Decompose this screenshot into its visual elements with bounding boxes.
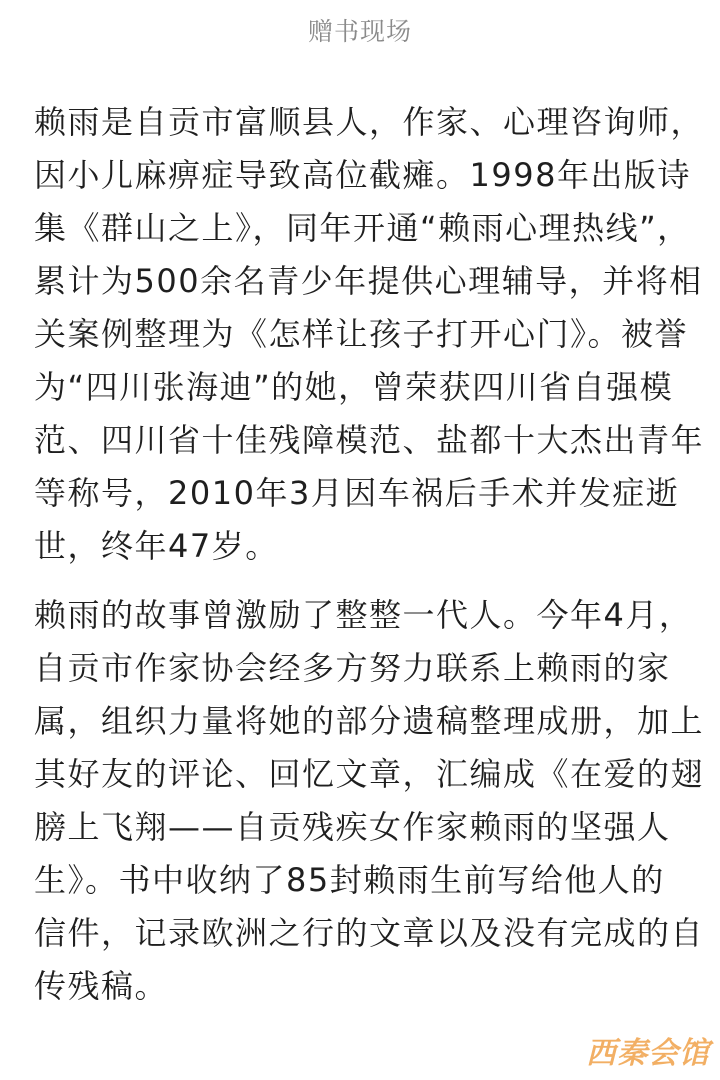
paragraph-line: 赖雨的故事曾激励了整整一代人。今年4月， [34, 596, 693, 634]
paragraph-1 [34, 96, 705, 573]
paragraph-line: 累计为500余名青少年提供心理辅导，并将相 [34, 262, 703, 300]
paragraph-line: 因小儿麻痹症导致高位截瘫。1998年出版诗 [34, 156, 691, 194]
paragraph-line: 信件，记录欧洲之行的文章以及没有完成的自 [34, 914, 705, 952]
watermark-logo: 西秦会馆 [586, 1036, 710, 1071]
image-caption: 赠书现场 [307, 17, 412, 46]
paragraph-line: 膀上飞翔——自贡残疾女作家赖雨的坚强人 [34, 808, 671, 846]
paragraph-line: 生》。书中收纳了85封赖雨生前写给他人的 [34, 861, 665, 899]
paragraph-line: 关案例整理为《怎样让孩子打开心门》。被誉 [34, 315, 689, 353]
paragraph-line: 传残稿。 [34, 967, 169, 1005]
paragraph-2 [34, 589, 705, 1013]
article-body [34, 96, 705, 1029]
paragraph-line: 赖雨是自贡市富顺县人，作家、心理咨询师， [34, 103, 705, 141]
paragraph-line: 其好友的评论、回忆文章，汇编成《在爱的翅 [34, 755, 705, 793]
paragraph-line: 等称号，2010年3月因车祸后手术并发症逝 [34, 474, 680, 512]
paragraph-line: 属，组织力量将她的部分遗稿整理成册，加上 [34, 702, 705, 740]
paragraph-line: 范、四川省十佳残障模范、盐都十大杰出青年 [34, 421, 705, 459]
paragraph-line: 集《群山之上》，同年开通“赖雨心理热线”， [34, 209, 691, 247]
paragraph-line: 自贡市作家协会经多方努力联系上赖雨的家 [34, 649, 671, 687]
paragraph-line: 为“四川张海迪”的她，曾荣获四川省自强模 [34, 368, 674, 406]
paragraph-line: 世，终年47岁。 [34, 527, 279, 565]
